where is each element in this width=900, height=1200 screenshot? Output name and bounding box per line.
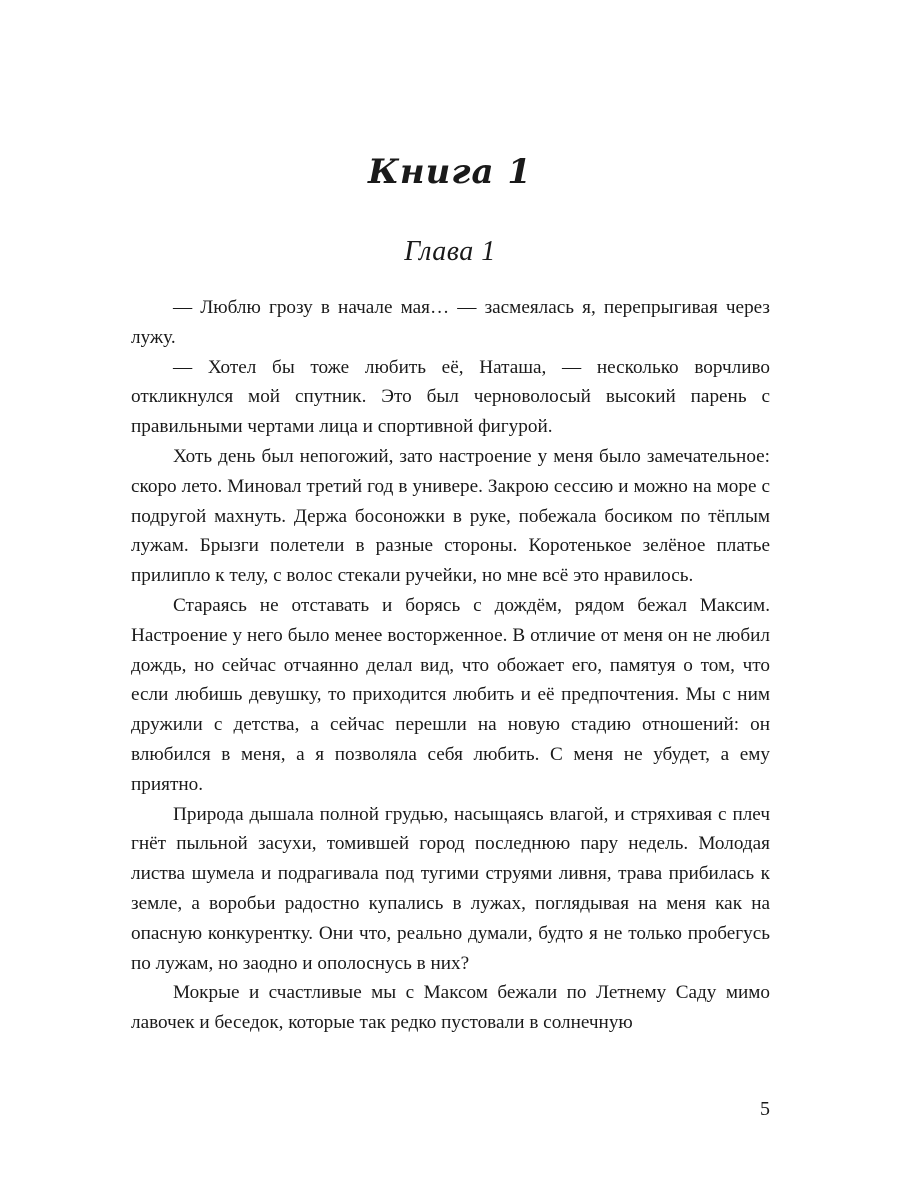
paragraph: — Люблю грозу в начале мая… — засмеялась я, перепрыгивая через лужу. — [131, 297, 770, 348]
paragraph: Природа дышала полной грудью, насыщаясь влагой, и стряхивая с плеч гнёт пыльной засухи, томившей город последнюю пару недель. Молодая листва шумела и подрагивала под тугими струями ливня, трава прибилась к земле, а воробьи радостно купались в лужах, поглядывая на меня как на опасную конкурентку. Они что, реально думали, будто я не только пробегусь по лужам, но заодно и ополоснусь в них? — [131, 803, 770, 974]
paragraph: Хоть день был непогожий, зато настроение у меня было замечательное: скоро лето. Миновал третий год в универе. Закрою сессию и можно на море с подругой махнуть. Держа босоножки в руке, побежала босиком по тёплым лужам. Брызги полетели в разные стороны. Коротенькое зелёное платье прилипло к телу, с волос стекали ручейки, но мне всё это нравилось. — [131, 445, 770, 587]
paragraph: Стараясь не отставать и борясь с дождём, рядом бежал Максим. Настроение у него было менее восторженное. В отличие от меня он не любил дождь, но сейчас отчаянно делал вид, что обожает его, памятуя о том, что если любишь девушку, то приходится любить и её предпочтения. Мы с ним дружили с детства, а сейчас перешли на новую стадию отношений: он влюбился в меня, а я позволяла себя любить. С меня не убудет, а ему приятно. — [131, 594, 770, 795]
chapter-title: Глава 1 — [404, 236, 496, 267]
paragraph: — Хотел бы тоже любить её, Наташа, — несколько ворчливо откликнулся мой спутник. Это был черноволосый высокий парень с правильными чертами лица и спортивной фигурой. — [131, 356, 770, 438]
page-number: 5 — [760, 1098, 770, 1120]
paragraph: Мокрые и счастливые мы с Максом бежали по Летнему Саду мимо лавочек и беседок, которые так редко пустовали в солнечную — [131, 982, 770, 1034]
book-title: Книга 1 — [367, 152, 533, 192]
body-text — [131, 293, 770, 1038]
